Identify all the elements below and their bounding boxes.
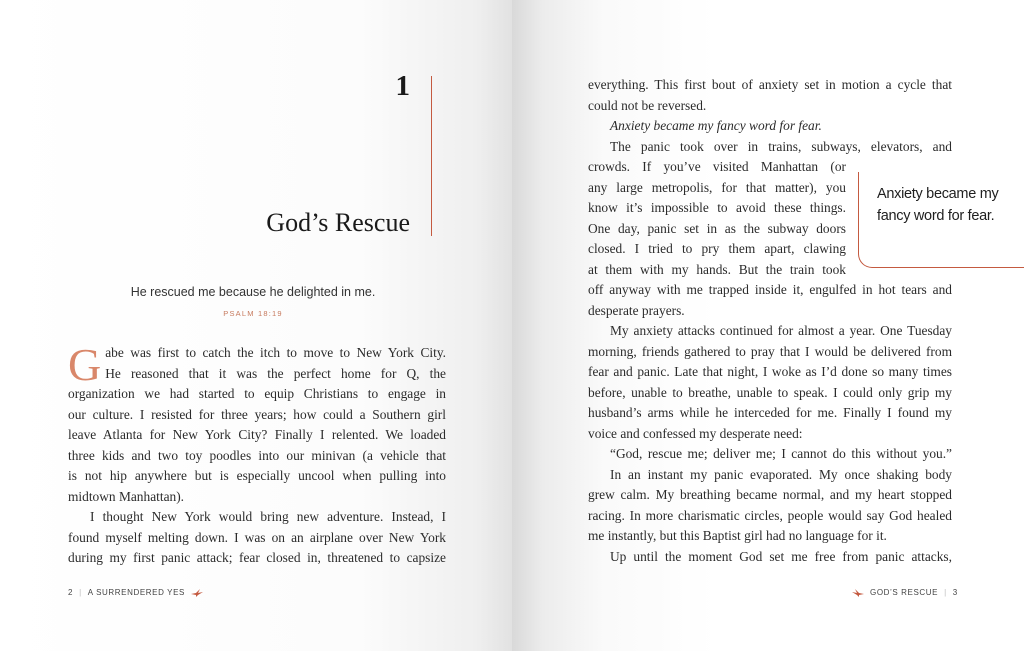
- pull-quote-text: Anxiety became my fancy word for fear.: [877, 186, 999, 224]
- text-line: organization we had started to equip Christians to engage in: [68, 386, 446, 401]
- text-line: crowds. If you’ve visited Manhattan (or: [588, 159, 846, 174]
- text-line: during my first panic attack; fear closed in, threatened to capsize: [68, 550, 446, 565]
- text-line: could not be reversed.: [588, 97, 707, 113]
- text-line: closed. I tried to pry them apart, clawing: [588, 241, 846, 256]
- text-line: is not hip anywhere but is especially uncool when pulling into: [68, 468, 446, 483]
- page-number: 2: [68, 588, 74, 597]
- footer-separator: |: [944, 588, 947, 597]
- text-line: leave Atlanta for New York City? Finally I relented. We loaded: [68, 427, 446, 442]
- footer-separator: |: [79, 588, 82, 597]
- left-footer: [68, 588, 203, 597]
- drop-cap: G: [68, 339, 102, 390]
- bird-icon: [852, 589, 864, 597]
- text-line: One day, panic set in as the subway doors: [588, 220, 846, 236]
- text-line: off anyway with me trapped inside it, engulfed in hot tears and: [588, 282, 952, 297]
- quote-line: “God, rescue me; deliver me; I cannot do this without you.”: [610, 446, 952, 461]
- text-line: grew calm. My breathing became normal, and my heart stopped: [588, 487, 952, 502]
- left-body-text: [68, 339, 446, 569]
- text-line: Up until the moment God set me free from panic attacks,: [610, 548, 952, 564]
- right-body-text-narrow: [588, 157, 846, 280]
- chapter-title: God’s Rescue: [266, 208, 410, 237]
- text-line: husband’s arms while he interceded for me. Finally I found my: [588, 405, 952, 420]
- text-line: fear and panic. Late that night, I woke as I’d done so many times: [588, 364, 952, 379]
- text-line: My anxiety attacks continued for almost a year. One Tuesday: [610, 323, 952, 338]
- pull-quote: [858, 172, 1024, 268]
- text-line: I thought New York would bring new adventure. Instead, I: [90, 509, 446, 524]
- text-line: He reasoned that it was the perfect home for Q, the: [105, 365, 446, 381]
- text-line: any large metropolis, for that matter), you: [588, 179, 846, 195]
- text-line: The panic took over in trains, subways, elevators, and: [610, 138, 952, 154]
- text-line: me instantly, but this Baptist girl had no language for it.: [588, 528, 887, 543]
- text-line: midtown Manhattan).: [68, 488, 185, 504]
- text-line: In an instant my panic evaporated. My once shaking body: [610, 466, 952, 482]
- right-body-text-bottom: [588, 280, 952, 567]
- text-line: before, unable to breathe, unable to speak. I could only grip my: [588, 384, 952, 400]
- text-line: found myself melting down. I was on an airplane over New York: [68, 529, 446, 545]
- italic-line: Anxiety became my fancy word for fear.: [610, 118, 822, 133]
- text-line: voice and confessed my desperate need:: [588, 425, 803, 441]
- text-line: abe was first to catch the itch to move to New York City.: [105, 345, 446, 360]
- book-title: A SURRENDERED YES: [87, 588, 185, 597]
- chapter-number: 1: [395, 70, 410, 102]
- chapter-running-title: GOD’S RESCUE: [870, 588, 939, 597]
- text-line: everything. This first bout of anxiety set in motion a cycle that: [588, 77, 952, 92]
- text-line: know it’s impossible to avoid these things.: [588, 200, 846, 215]
- text-line: racing. In more charismatic circles, people would say God healed: [588, 507, 952, 523]
- text-line: morning, friends gathered to pray that I would be delivered from: [588, 343, 952, 359]
- epigraph: He rescued me because he delighted in me.: [130, 285, 376, 299]
- epigraph-reference: PSALM 18:19: [223, 309, 283, 318]
- chapter-rule: [431, 76, 432, 236]
- right-footer: [852, 588, 958, 597]
- page-number: 3: [952, 588, 958, 597]
- text-line: our culture. I resisted for three years; how could a Southern girl: [68, 406, 446, 422]
- text-line: at them with my hands. But the train took: [588, 261, 846, 277]
- right-body-text-top: [588, 75, 952, 157]
- bird-icon: [191, 589, 203, 597]
- text-line: desperate prayers.: [588, 302, 685, 318]
- text-line: three kids and two toy poodles into our minivan (a vehicle that: [68, 447, 446, 463]
